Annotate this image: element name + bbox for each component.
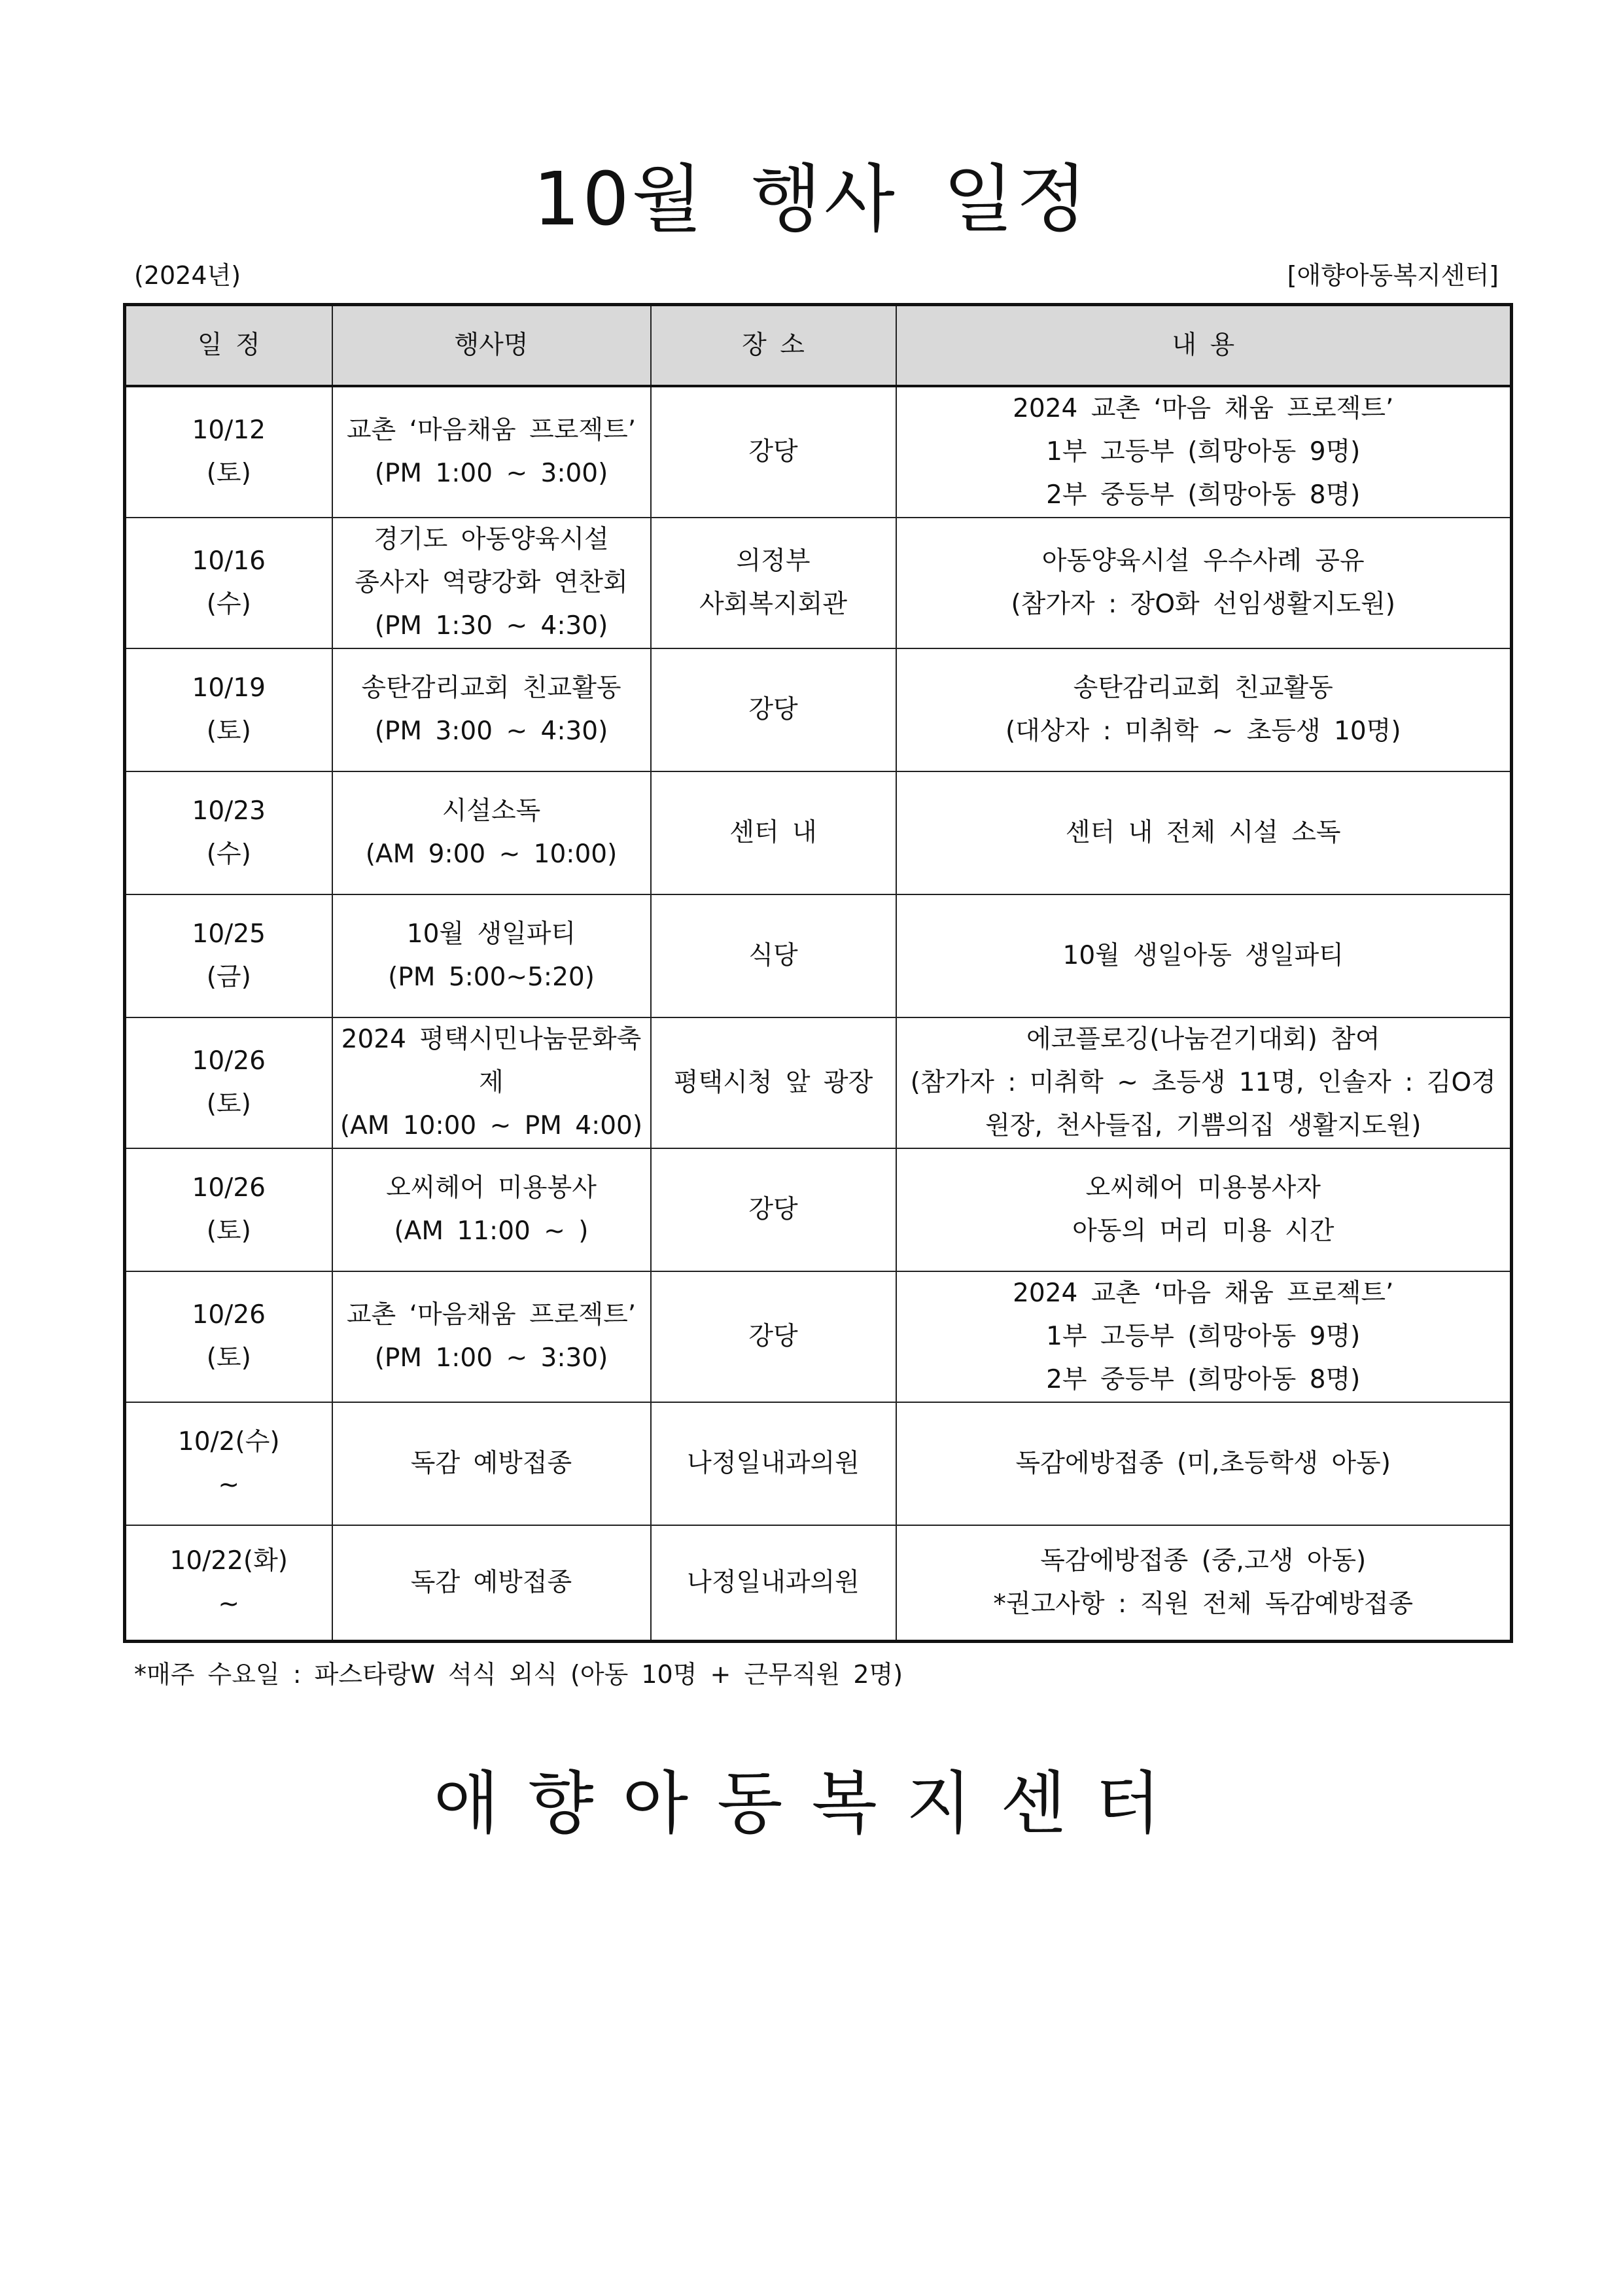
date-line: 10/19 [192,673,266,703]
date-line: (토) [206,1216,251,1246]
cell-content [896,518,1512,648]
content-line: 독감에방접종 (미,초등학생 아동) [1015,1448,1391,1478]
date-line: (토) [206,1089,251,1119]
cell-content [896,386,1512,518]
event-line: 경기도 아동양육시설 [374,524,609,554]
cell-content [896,1148,1512,1271]
content-line: 오씨헤어 미용봉사자 [1085,1173,1321,1203]
content-line: 송탄감리교회 친교활동 [1073,673,1333,703]
cell-content [896,1271,1512,1402]
cell-place [651,894,896,1017]
year-label: (2024년) [134,261,241,290]
place-line: 평택시청 앞 광장 [673,1067,873,1097]
cell-date [125,1271,332,1402]
content-line: (참가자 : 장O화 선임생활지도원) [1011,589,1396,619]
event-line: (PM 3:00 ~ 4:30) [374,716,608,746]
content-line: 센터 내 전체 시설 소독 [1065,817,1341,847]
cell-place [651,1271,896,1402]
date-line: (금) [206,962,251,992]
event-line: 오씨헤어 미용봉사 [386,1173,597,1203]
event-line: (AM 9:00 ~ 10:00) [365,839,618,869]
cell-date [125,648,332,771]
header-event: 행사명 [332,305,651,386]
cell-event [332,894,651,1017]
content-line: 1부 고등부 (희망아동 9명) [1046,1321,1361,1351]
event-line: (PM 1:00 ~ 3:30) [374,1343,608,1373]
event-line: 2024 평택시민나눔문화축제 [341,1024,642,1097]
cell-content [896,771,1512,894]
content-line: 10월 생일아동 생일파티 [1062,940,1344,970]
content-line: 2부 중등부 (희망아동 8명) [1046,1364,1361,1394]
date-line: 10/26 [192,1299,266,1330]
organization-label: [애향아동복지센터] [1287,261,1499,290]
table-row [125,386,1512,518]
cell-event [332,386,651,518]
date-line: (토) [206,1343,251,1373]
date-line: (토) [206,458,251,488]
table-row [125,1017,1512,1148]
content-line: 1부 고등부 (희망아동 9명) [1046,436,1361,467]
cell-event [332,648,651,771]
content-line: 2024 교촌 ‘마음 채움 프로젝트’ [1013,393,1394,423]
place-line: 강당 [748,1194,798,1224]
place-line: 식당 [748,940,798,970]
cell-event [332,1148,651,1271]
content-line: 아동의 머리 미용 시간 [1072,1216,1335,1246]
event-line: (AM 11:00 ~ ) [394,1216,589,1246]
table-row [125,771,1512,894]
date-line: 10/2(수) [177,1426,280,1457]
date-line: 10/12 [192,415,266,445]
event-line: 독감 예방접종 [410,1448,572,1478]
table-row [125,894,1512,1017]
content-line: 2024 교촌 ‘마음 채움 프로젝트’ [1013,1278,1394,1308]
organization-footer: 애향아동복지센터 [433,1763,1190,1843]
date-line: 10/23 [192,796,266,826]
cell-event [332,1017,651,1148]
cell-event [332,771,651,894]
table-row [125,1402,1512,1525]
event-line: 시설소독 [442,796,541,826]
date-line: (토) [206,716,251,746]
event-line: 교촌 ‘마음채움 프로젝트’ [346,415,637,445]
cell-content [896,1402,1512,1525]
event-line: 교촌 ‘마음채움 프로젝트’ [346,1299,637,1330]
cell-content [896,648,1512,771]
place-line: 의정부 [736,546,811,576]
header-place: 장 소 [651,305,896,386]
cell-event [332,1271,651,1402]
place-line: 강당 [748,694,798,724]
cell-place [651,1402,896,1525]
cell-date [125,1402,332,1525]
cell-place [651,771,896,894]
header-content: 내 용 [896,305,1512,386]
cell-date [125,894,332,1017]
cell-event [332,518,651,648]
event-line: (PM 1:30 ~ 4:30) [374,610,608,641]
cell-content [896,1525,1512,1642]
content-line: *권고사항 : 직원 전체 독감예방접종 [993,1589,1414,1619]
date-line: 10/26 [192,1046,266,1076]
table-row [125,1525,1512,1642]
place-line: 나정일내과의원 [687,1567,860,1597]
event-line: 종사자 역량강화 연찬회 [355,567,628,597]
date-line: (수) [206,839,251,869]
cell-event [332,1525,651,1642]
cell-place [651,518,896,648]
date-line: 10/22(화) [169,1545,288,1576]
cell-content [896,1017,1512,1148]
table-header-row [125,305,1512,386]
cell-place [651,1525,896,1642]
content-line: 아동양육시설 우수사례 공유 [1041,546,1365,576]
cell-place [651,648,896,771]
event-line: (AM 10:00 ~ PM 4:00) [340,1110,643,1140]
event-line: 독감 예방접종 [410,1567,572,1597]
cell-date [125,386,332,518]
cell-date [125,771,332,894]
content-line: 에코플로깅(나눔걷기대회) 참여 [1026,1024,1380,1054]
event-line: (PM 1:00 ~ 3:00) [374,458,608,488]
cell-date [125,1525,332,1642]
content-line: (대상자 : 미취학 ~ 초등생 10명) [1005,716,1401,746]
cell-content [896,894,1512,1017]
date-line: ~ [218,1589,240,1619]
event-line: (PM 5:00~5:20) [388,962,595,992]
place-line: 사회복지회관 [699,589,848,619]
page-title: 10월 행사 일정 [533,157,1090,242]
content-line: 2부 중등부 (희망아동 8명) [1046,480,1361,510]
event-line: 10월 생일파티 [406,919,576,949]
content-line: 독감에방접종 (중,고생 아동) [1040,1545,1367,1576]
weekly-note: *매주 수요일 : 파스타랑W 석식 외식 (아동 10명 + 근무직원 2명) [134,1660,903,1689]
table-row [125,1148,1512,1271]
cell-place [651,1017,896,1148]
cell-place [651,1148,896,1271]
date-line: 10/25 [192,919,266,949]
date-line: ~ [218,1470,240,1500]
schedule-table [123,303,1513,1643]
place-line: 강당 [748,1321,798,1351]
header-date: 일 정 [125,305,332,386]
content-line: (참가자 : 미취학 ~ 초등생 11명, 인솔자 : 김O경 [910,1067,1496,1097]
content-line: 원장, 천사들집, 기쁨의집 생활지도원) [985,1110,1422,1140]
cell-event [332,1402,651,1525]
date-line: (수) [206,589,251,619]
cell-place [651,386,896,518]
place-line: 센터 내 [729,817,817,847]
cell-date [125,1017,332,1148]
cell-date [125,1148,332,1271]
table-row [125,648,1512,771]
place-line: 나정일내과의원 [687,1448,860,1478]
table-row [125,518,1512,648]
cell-date [125,518,332,648]
event-line: 송탄감리교회 친교활동 [361,673,621,703]
date-line: 10/26 [192,1173,266,1203]
table-row [125,1271,1512,1402]
date-line: 10/16 [192,546,266,576]
place-line: 강당 [748,436,798,467]
